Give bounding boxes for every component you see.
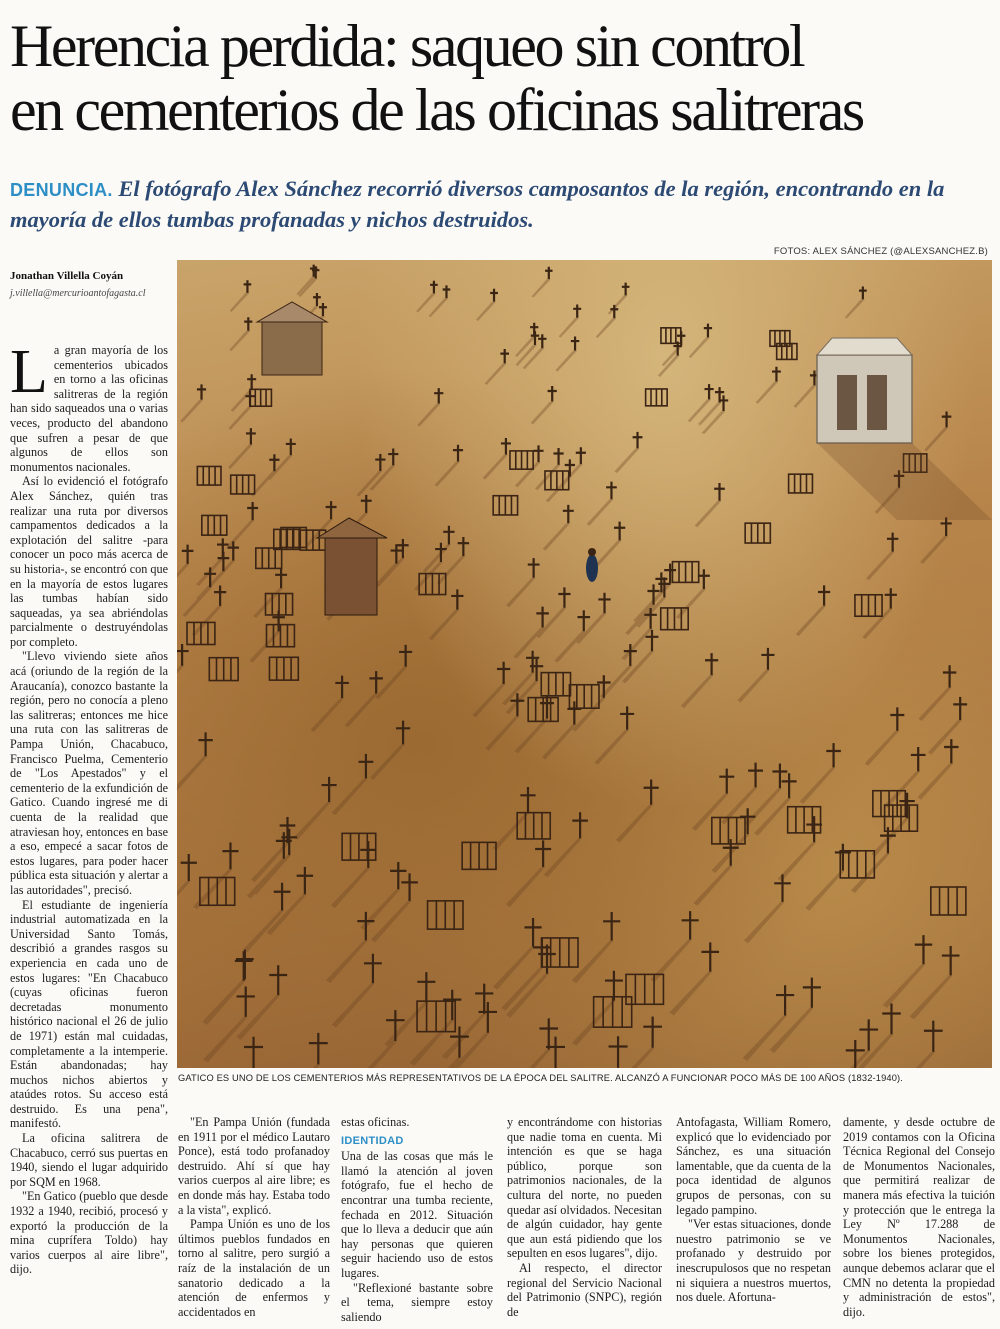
article-column-5 [676, 1115, 831, 1305]
grave-cross [533, 445, 543, 462]
cross-shadow [371, 901, 412, 942]
grave-cross [609, 1036, 628, 1068]
grave-cross [748, 763, 763, 788]
cross-shadow [845, 299, 865, 318]
photo-caption: GATICO ES UNO DE LOS CEMENTERIOS MÁS REPRESENTATIVOS DE LA ÉPOCA DEL SALITRE. ALCANZÓ A FUNCIONAR POCO MÁS DE 100 AÑOS (1832-1940). [178, 1073, 904, 1083]
grave-cross [247, 502, 258, 520]
grave-cross [244, 280, 252, 293]
grave-cross [500, 349, 509, 363]
cross-shadow [688, 399, 711, 422]
grave-cross [620, 706, 634, 729]
grave-cross [361, 495, 372, 513]
drop-cap: L [10, 338, 48, 406]
grave-cross [782, 773, 797, 798]
cross-shadow [227, 520, 255, 547]
grave-cross [953, 697, 967, 720]
grave-cross [524, 918, 541, 947]
grave-cross [598, 593, 610, 613]
article-column-3 [341, 1115, 493, 1324]
grave-cross [443, 285, 451, 298]
cross-shadow [702, 411, 726, 434]
cross-shadow [177, 881, 191, 922]
cross-shadow [770, 1008, 814, 1053]
grave-cross [364, 954, 382, 984]
grave-cross [535, 840, 551, 867]
cross-shadow [754, 798, 791, 836]
cross-shadow [429, 298, 449, 317]
cross-shadow [920, 536, 948, 564]
cross-shadow [236, 995, 280, 1040]
grave-cross [399, 645, 412, 667]
grave-cross [275, 568, 287, 588]
grave-cross [497, 662, 510, 684]
cross-shadow [515, 719, 549, 754]
cross-shadow [555, 351, 577, 372]
cross-shadow [883, 964, 926, 1008]
cross-shadow [332, 778, 368, 815]
grave-cross [386, 1010, 405, 1041]
grave-cross [664, 564, 676, 584]
grave-cross [606, 482, 617, 500]
grave-cross [924, 1021, 943, 1052]
grave-cross [572, 812, 588, 838]
grave-cross [434, 388, 443, 403]
cross-shadow [794, 385, 817, 407]
grave-cross [401, 873, 418, 901]
grave-cross [536, 607, 549, 628]
grave-cross [181, 854, 197, 881]
cross-shadow [505, 1050, 551, 1068]
paragraph: Pampa Unión es uno de los últimos pueblos fundados en torno al salitre, pero surgió a raíz de la instalación de un sanatorio dedicado a la atención de enfermos y accidentados en [178, 1217, 330, 1319]
paragraph: damente, y desde octubre de 2019 contamos con la Oficina Técnica Regional del Consejo de Monumentos Nacionales, que permitirá realizar de manera más efectiva la tuición y protección que le entrega la Ley Nº 17.288 de Monumentos Nacionales, sobre los bienes protegidos, aunque debemos aclarar que el CMN no detenta la propiedad y administración de estos", dijo. [843, 1115, 995, 1319]
cross-shadow [554, 631, 585, 662]
grave-cross [548, 386, 557, 401]
grave-cross [269, 965, 287, 995]
grave-cross [490, 289, 498, 302]
subtitle-text: El fotógrafo Alex Sánchez recorrió diversos camposantos de la región, encontrando en la mayoría de ellos tumbas profanadas y nichos destruidos. [10, 176, 945, 232]
grave-cross [644, 780, 659, 805]
grave-cross [772, 763, 787, 788]
grave-cross [545, 267, 552, 279]
grave-cross [236, 950, 254, 979]
cross-shadow [744, 902, 785, 943]
cross-shadow [543, 523, 571, 550]
cross-shadow [243, 911, 284, 953]
cross-shadow [483, 455, 508, 480]
grave-cross [528, 558, 540, 578]
paragraph: "Reflexioné bastante sobre el tema, siempre estoy saliendo [341, 1280, 493, 1324]
cross-shadow [614, 448, 639, 473]
cross-shadow [559, 318, 580, 338]
headline [10, 14, 995, 142]
author-name: Jonathan Villella Coyán [10, 270, 124, 282]
grave-cross [915, 935, 932, 964]
grave-cross [704, 384, 713, 399]
grave-cross [322, 777, 337, 802]
cross-shadow [192, 606, 222, 636]
grave-cross [776, 985, 794, 1015]
cross-shadow [416, 293, 436, 312]
grave-cross [214, 586, 226, 606]
cross-shadow [485, 363, 507, 385]
person-figure [586, 548, 598, 582]
headline-line-1: Herencia perdida: saqueo sin control [10, 13, 804, 79]
grave-cross [388, 449, 398, 466]
grave-cross [740, 808, 756, 834]
cross-shadow [384, 1002, 428, 1047]
paragraph: Una de las cosas que más le llamó la atención al joven fotógrafo, fue el hecho de encontrar una tumba reciente, fechada en 2012. Situación que lo lleva a deducir que aún hay personas que quieren seguir haciendo uso de estos lugares. [341, 1149, 493, 1280]
grave-cross [943, 665, 956, 687]
cemetery-photo-illustration [177, 260, 992, 1068]
cross-shadow [608, 295, 628, 314]
cross-shadow [274, 1064, 320, 1068]
cross-shadow [417, 404, 441, 427]
grave-cross [682, 911, 699, 939]
grave-cross [887, 533, 898, 552]
subtitle-kicker: DENUNCIA. [10, 180, 113, 200]
grave-cross [246, 428, 256, 444]
cross-shadow [616, 805, 653, 843]
grave-cross [806, 816, 822, 842]
grave-cross [818, 585, 830, 605]
grave-cross [222, 842, 238, 869]
cross-shadow [871, 818, 909, 856]
cross-shadow [531, 401, 554, 424]
grave-cross [244, 1037, 263, 1068]
cross-shadow [918, 763, 954, 799]
mausoleum [817, 338, 992, 520]
cross-shadow [609, 1048, 655, 1068]
grave-cross [622, 283, 630, 296]
grave-cross [540, 696, 554, 719]
cross-shadow [180, 400, 203, 423]
cross-shadow [228, 444, 253, 469]
grave-cross [942, 411, 952, 427]
grave-cross [417, 972, 435, 1002]
cross-shadow [890, 1052, 936, 1068]
hut [257, 302, 327, 375]
cross-shadow [689, 337, 710, 358]
cross-shadow [182, 587, 212, 617]
cross-shadow [202, 981, 245, 1025]
cross-shadow [435, 461, 460, 486]
grave-cross [451, 589, 463, 609]
cross-shadow [910, 975, 953, 1019]
cross-shadow [485, 716, 519, 751]
cross-shadow [862, 609, 893, 640]
cross-shadow [796, 606, 826, 636]
cross-shadow [506, 867, 545, 907]
paragraph: "En Gatico (pueblo que desde 1932 a 1940, recibió, procesó y exportó la producción de la mina cuprífera Toldo) hay varios cuerpos al aire libre", dijo. [10, 1189, 168, 1277]
grave-cross [297, 867, 313, 894]
grave-cross [576, 447, 586, 464]
wooden-structure [317, 518, 387, 615]
cross-shadow [492, 812, 530, 850]
cross-shadow [311, 698, 345, 732]
article-column-1 [10, 338, 168, 1323]
cross-shadow [352, 1041, 397, 1068]
grave-cross [458, 537, 469, 556]
article-column-6 [843, 1115, 995, 1319]
grave-cross [578, 610, 591, 631]
grave-cross [280, 817, 296, 843]
grave-cross [475, 984, 493, 1014]
cross-shadow [800, 767, 836, 803]
cross-shadow [230, 293, 250, 312]
grave-cross [217, 538, 228, 557]
cross-shadow [743, 1016, 787, 1061]
grave-cross [430, 281, 438, 294]
grave-cross [944, 739, 958, 763]
grave-cross [705, 653, 718, 675]
cross-shadow [756, 382, 779, 404]
cross-shadow [544, 838, 582, 877]
cross-shadow [669, 972, 712, 1016]
grave-cross [443, 526, 454, 545]
article-column-2 [178, 1115, 330, 1319]
cross-shadow [370, 744, 405, 780]
cross-shadow [695, 501, 722, 528]
photo-credit: FOTOS: ALEX SÁNCHEZ (@ALEXSANCHEZ.B) [773, 246, 988, 257]
grave-cross [719, 769, 734, 794]
paragraph: y encontrándome con historias que nadie toma en cuenta. Mi intención es que se haga público, porque son patrimonios nacionales, de la cultura del norte, no pueden quedar así olvidados. Necesitan de algún cuidador, hay gente que aun está pidiendo que los sepulten en esos lugares", dijo. [507, 1115, 662, 1261]
paragraph: El estudiante de ingeniería industrial automatizada en la Universidad Santo Tomás, describió a grandes rasgos su experiencia en cada uno de estos lugares: "En Chacabuco (cuyas oficinas fueron decretadas monumento histórico nacional el 26 de julio de 1971) están mal cuidadas, completamente a la intemperie. Están abandonadas; hay muchos nichos abiertos y ataúdes rotos. Su acceso está destruido. Es una pena", manifestó. [10, 897, 168, 1131]
cross-shadow [542, 725, 576, 760]
grave-cross [911, 747, 926, 771]
grave-cross [390, 862, 406, 889]
grave-cross [360, 841, 376, 868]
cross-shadow [229, 331, 250, 351]
grave-cross [244, 317, 252, 331]
cross-shadow [681, 675, 714, 708]
grave-cross [326, 501, 337, 519]
grave-cross [369, 671, 382, 693]
cross-shadow [177, 564, 190, 593]
cross-shadow [267, 894, 307, 935]
grave-cross [563, 505, 574, 523]
cross-shadow [587, 499, 614, 526]
headline-line-2: en cementerios de las oficinas salitreras [10, 77, 863, 143]
grave-cross [313, 293, 321, 306]
grave-cross [520, 787, 535, 812]
grave-cross [772, 367, 781, 382]
grave-cross [761, 648, 774, 670]
grave-cross [643, 1017, 662, 1048]
cross-shadow [805, 871, 844, 911]
grave-cross [714, 483, 725, 501]
cemetery-photo [177, 260, 992, 1068]
cross-shadow [376, 558, 405, 587]
cross-shadow [345, 694, 378, 728]
paragraph: La oficina salitrera de Chacabuco, cerró sus puertas en 1940, siendo el lugar adquirido por SQM en 1968. [10, 1131, 168, 1189]
grave-cross [182, 545, 194, 564]
grave-cross [396, 721, 410, 745]
grave-cross [803, 978, 821, 1008]
grave-cross [704, 324, 712, 338]
grave-cross [359, 754, 374, 779]
grave-cross [453, 445, 463, 462]
cross-shadow [928, 720, 962, 755]
author-email[interactable]: j.villella@mercurioantofagasta.cl [10, 288, 146, 299]
cross-shadow [375, 667, 408, 700]
grave-cross [375, 454, 385, 471]
grave-cross [859, 1019, 878, 1050]
cross-shadow [506, 578, 535, 607]
cross-shadow [515, 345, 537, 366]
cross-shadow [294, 802, 331, 840]
grave-cross [890, 707, 904, 730]
grave-cross [397, 539, 408, 558]
subtitle [10, 174, 995, 234]
grave-cross [554, 448, 564, 465]
cross-shadow [650, 940, 692, 983]
grave-cross [701, 942, 719, 971]
grave-cross [941, 517, 952, 536]
cross-shadow [693, 866, 732, 906]
cross-shadow [692, 793, 729, 830]
paragraph: "En Pampa Unión (fundada en 1911 por el médico Lautaro Ponce), está todo profanadoy destruido. Ahí sí que hay varios cuerpos al aire libre; es en donde más hay. Estaba todo a la vista", explicó. [178, 1115, 330, 1217]
grave-cross [571, 337, 579, 351]
cross-shadow [523, 348, 545, 369]
grave-cross [538, 334, 546, 348]
grave-cross [698, 569, 710, 589]
paragraph: Antofagasta, William Romero, explicó que lo evidenciado por Sánchez, es una situación lamentable, que da cuenta de la poca identidad de algunos grupos de personas, con su legado pampino. [676, 1115, 831, 1217]
cross-shadow [676, 589, 706, 619]
grave-cross [826, 743, 841, 767]
cross-shadow [476, 302, 496, 321]
cross-shadow [332, 983, 375, 1027]
grave-cross [197, 384, 206, 399]
cross-shadow [866, 552, 895, 580]
section-subhead: IDENTIDAD [341, 1134, 404, 1147]
grave-cross [235, 951, 253, 980]
cross-shadow [594, 730, 629, 765]
paragraph: estas oficinas. [341, 1115, 410, 1129]
cross-shadow [918, 688, 951, 721]
cross-shadow [532, 279, 551, 297]
grave-cross [177, 644, 189, 666]
grave-cross [286, 439, 296, 456]
article-column-4 [507, 1115, 662, 1319]
cross-shadow [429, 610, 460, 641]
author-block [10, 270, 170, 299]
grave-cross [198, 732, 212, 756]
grave-cross [885, 588, 897, 608]
cross-shadow [924, 427, 948, 451]
grave-cross [558, 587, 570, 607]
cross-shadow [177, 666, 184, 699]
grave-cross [573, 304, 581, 317]
grave-cross [633, 432, 643, 448]
cross-shadow [865, 731, 900, 766]
cross-shadow [326, 940, 368, 983]
cross-shadow [596, 318, 617, 338]
grave-cross [309, 1033, 328, 1065]
grave-cross [774, 874, 791, 902]
cross-shadow [737, 670, 770, 703]
cross-shadow [473, 684, 506, 717]
paragraph: "Llevo viviendo siete años acá (oriundo de la región de la Araucanía), conozco bastante la región, pero no conocía a pleno las salitreras; entonces me hice una ruta con las salitreras de Pampa Unión, Chacabuco, Francisco Puelma, Cementerio de "Los Apestados" y el cementerio de la exfundición de Gatico. Cuando ingresé me di cuenta de la realidad que atraviesan hoy, entonces en base a eso, empecé a sacar fotos de estos lugares, para poder hacer pública esta situación y alertar a las autoridades", precisó. [10, 649, 168, 897]
grave-cross [882, 1004, 900, 1035]
grave-cross [859, 286, 867, 299]
grave-cross [614, 522, 625, 541]
paragraph: Al respecto, el director regional del Servicio Nacional del Patrimonio (SNPC), región de [507, 1260, 662, 1319]
cross-shadow [177, 756, 208, 792]
grave-cross [603, 912, 620, 940]
paragraph: a gran mayoría de los cementerios ubicados en torno a las oficinas salitreras de la región han sido saqueados una o varias veces, producto del abandono que sufren a pesar de que algunos de ellos son monumentos nacionales. [10, 343, 168, 474]
grave-cross [942, 946, 960, 975]
cross-shadow [331, 868, 370, 908]
grave-cross [237, 987, 255, 1017]
grave-cross [335, 676, 349, 699]
grave-cross [247, 374, 256, 389]
grave-cross [274, 883, 291, 911]
paragraph: Así lo evidenció el fotógrafo Alex Sánchez, quién tras realizar una ruta por diversos campamentos dedicados a la explotación del salitre -para conocer un poco más acerca de su historia-, se encontró con que en la mayoría de estos lugares las tumbas habían sido saqueadas, ya sea abriéndolas parcialmente o destruyéndolas por completo. [10, 474, 168, 649]
paragraph: "Ver estas situaciones, donde nuestro patrimonio se ve profanado y destruido por inescrupulosos que no respetan ni siquiera a nuestros muertos, nos duele. Afortuna- [676, 1217, 831, 1305]
grave-cross [319, 303, 327, 316]
